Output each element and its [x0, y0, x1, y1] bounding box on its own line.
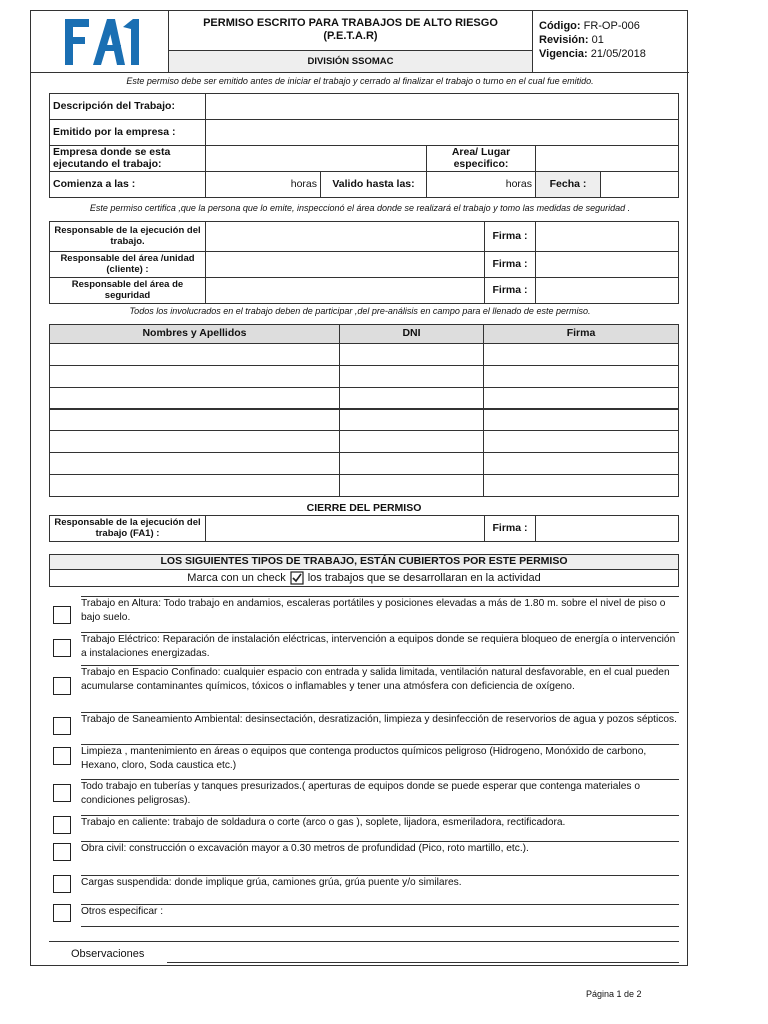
area-field[interactable] [535, 145, 679, 172]
person-dni-cell[interactable] [339, 474, 484, 497]
work-type-checkbox[interactable] [53, 816, 71, 834]
responsable-label: Responsable de la ejecución del trabajo. [49, 221, 206, 252]
work-type-checkbox[interactable] [53, 639, 71, 657]
work-type-checkbox[interactable] [53, 677, 71, 695]
work-type-text: Cargas suspendida: donde implique grúa, camiones grúa, grúa puente y/o similares. [81, 877, 462, 888]
work-type-checkbox[interactable] [53, 784, 71, 802]
horas-unit-1: horas [290, 177, 317, 190]
observaciones-top-line [49, 941, 679, 942]
person-name-cell[interactable] [49, 387, 340, 410]
header-logo-cell [31, 11, 169, 73]
check-icon [290, 571, 304, 585]
person-dni-cell[interactable] [339, 365, 484, 388]
tipos-instruction [49, 569, 679, 587]
area-label: Area/ Lugar especifico: [426, 145, 536, 172]
responsable-firma-field[interactable] [535, 277, 679, 304]
person-dni-cell[interactable] [339, 343, 484, 366]
person-name-cell[interactable] [49, 430, 340, 453]
fecha-field[interactable] [600, 171, 679, 198]
otros-specify-line[interactable] [81, 926, 679, 927]
vigencia-label: Vigencia: [539, 48, 588, 60]
header-meta-cell [533, 11, 689, 73]
work-type-text: Trabajo Eléctrico: Reparación de instalación eléctricas, intervención a equipos donde se requiera bloqueo de energía o intervención a instalaciones energizadas. [81, 634, 676, 659]
work-type-text: Obra civil: construcción o excavación mayor a 0.30 metros de profundidad (Pico, roto martillo, etc.). [81, 843, 529, 854]
person-dni-cell[interactable] [339, 430, 484, 453]
header-division-cell [169, 51, 533, 73]
work-type-text: Otros especificar : [81, 906, 164, 917]
descripcion-label: Descripción del Trabajo: [49, 93, 206, 120]
work-type-checkbox[interactable] [53, 843, 71, 861]
company-logo [63, 17, 143, 67]
person-firma-cell[interactable] [483, 430, 679, 453]
codigo-label: Código: [539, 20, 581, 32]
revision-value: 01 [591, 34, 604, 46]
vigencia-value: 21/05/2018 [590, 48, 646, 60]
work-type-checkbox[interactable] [53, 747, 71, 765]
person-name-cell[interactable] [49, 365, 340, 388]
work-type-text: Trabajo en caliente: trabajo de soldadura o corte (arco o gas ), soplete, lijadora, esmeriladora, rectificadora. [81, 817, 566, 828]
division-label: DIVISIÓN SSOMAC [307, 56, 394, 67]
responsable-field[interactable] [205, 221, 485, 252]
responsable-field[interactable] [205, 251, 485, 278]
cierre-firma-label: Firma : [484, 515, 536, 542]
work-type-text: Limpieza , mantenimiento en áreas o equipos que contenga productos químicos peligroso (Hidrogeno, Monóxido de carbono, Hexano, cloro, Soda caustica etc.) [81, 746, 647, 771]
work-type-checkbox[interactable] [53, 717, 71, 735]
cierre-responsable-field[interactable] [205, 515, 485, 542]
work-type-checkbox[interactable] [53, 904, 71, 922]
col-header-nombres: Nombres y Apellidos [49, 324, 340, 344]
note-emission: Este permiso debe ser emitido antes de iniciar el trabajo y cerrado al finalizar el trabajo o turno en el cual fue emitido. [126, 76, 594, 86]
work-type-text: Trabajo de Saneamiento Ambiental: desinsectación, desratización, limpieza y desinfección de reservorios de agua y pozos sépticos. [81, 714, 677, 725]
cierre-title: CIERRE DEL PERMISO [306, 502, 422, 514]
cierre-responsable-label: Responsable de la ejecución del trabajo (FA1) : [49, 515, 206, 542]
work-type-checkbox[interactable] [53, 606, 71, 624]
codigo-value: FR-OP-006 [583, 20, 640, 32]
empresa-field[interactable] [205, 145, 427, 172]
emitido-label: Emitido por la empresa : [49, 119, 206, 146]
permit-form [30, 10, 688, 966]
horas-unit-2: horas [505, 177, 532, 190]
cierre-firma-field[interactable] [535, 515, 679, 542]
tipos-title: LOS SIGUIENTES TIPOS DE TRABAJO, ESTÁN CUBIERTOS POR ESTE PERMISO [49, 554, 679, 570]
comienza-label: Comienza a las : [49, 171, 206, 198]
person-name-cell[interactable] [49, 474, 340, 497]
valido-label: Valido hasta las: [320, 171, 427, 198]
person-name-cell[interactable] [49, 452, 340, 475]
valido-field[interactable] [426, 171, 536, 198]
form-title: PERMISO ESCRITO PARA TRABAJOS DE ALTO RIESGO [203, 17, 498, 29]
person-firma-cell[interactable] [483, 408, 679, 431]
work-type-text: Trabajo en Espacio Confinado: cualquier espacio con entrada y salida limitada, ventilación natural desfavorable, en el cual pueden acumularse contaminantes químicos, tóxicos o inflamables y tener una atmósfera con deficiencia de oxígeno. [81, 667, 670, 692]
instruction-text-after: los trabajos que se desarrollaran en la actividad [307, 571, 541, 584]
descripcion-field[interactable] [205, 93, 679, 120]
fecha-label: Fecha : [535, 171, 601, 198]
responsable-firma-field[interactable] [535, 221, 679, 252]
person-firma-cell[interactable] [483, 452, 679, 475]
responsable-firma-label: Firma : [484, 251, 536, 278]
comienza-field[interactable] [205, 171, 321, 198]
revision-label: Revisión: [539, 34, 589, 46]
col-header-firma: Firma [483, 324, 679, 344]
work-type-text: Todo trabajo en tuberías y tanques presurizados.( aperturas de equipos donde se puede esperar que contenga materiales o condiciones peligrosas). [81, 781, 640, 806]
person-name-cell[interactable] [49, 408, 340, 431]
person-firma-cell[interactable] [483, 387, 679, 410]
observaciones-label: Observaciones [71, 948, 145, 960]
person-firma-cell[interactable] [483, 365, 679, 388]
work-type-checkbox[interactable] [53, 875, 71, 893]
form-acronym: (P.E.T.A.R) [323, 30, 378, 42]
note-certifica: Este permiso certifica ,que la persona que lo emite, inspeccionó el área donde se realizará el trabajo y tomo las medidas de seguridad . [89, 203, 631, 213]
page-number: Página 1 de 2 [586, 989, 642, 999]
work-type-text: Trabajo en Altura: Todo trabajo en andamios, escaleras portátiles y posiciones elevadas a más de 1.80 m. sobre el nivel de piso o bajo suelo. [81, 598, 666, 623]
responsable-field[interactable] [205, 277, 485, 304]
responsable-firma-field[interactable] [535, 251, 679, 278]
header-title-cell [169, 11, 533, 51]
person-name-cell[interactable] [49, 343, 340, 366]
responsable-firma-label: Firma : [484, 221, 536, 252]
empresa-label: Empresa donde se esta ejecutando el trabajo: [49, 145, 206, 172]
emitido-field[interactable] [205, 119, 679, 146]
responsable-label: Responsable del área de seguridad [49, 277, 206, 304]
person-dni-cell[interactable] [339, 408, 484, 431]
col-header-dni: DNI [339, 324, 484, 344]
person-firma-cell[interactable] [483, 343, 679, 366]
person-dni-cell[interactable] [339, 387, 484, 410]
person-firma-cell[interactable] [483, 474, 679, 497]
instruction-text-before: Marca con un check [187, 571, 286, 584]
note-involucrados: Todos los involucrados en el trabajo deben de participar ,del pre-análisis en campo para el llenado de este permiso. [129, 306, 591, 316]
responsable-label: Responsable del área /unidad (cliente) : [49, 251, 206, 278]
responsable-firma-label: Firma : [484, 277, 536, 304]
observaciones-field[interactable] [167, 962, 679, 963]
person-dni-cell[interactable] [339, 452, 484, 475]
